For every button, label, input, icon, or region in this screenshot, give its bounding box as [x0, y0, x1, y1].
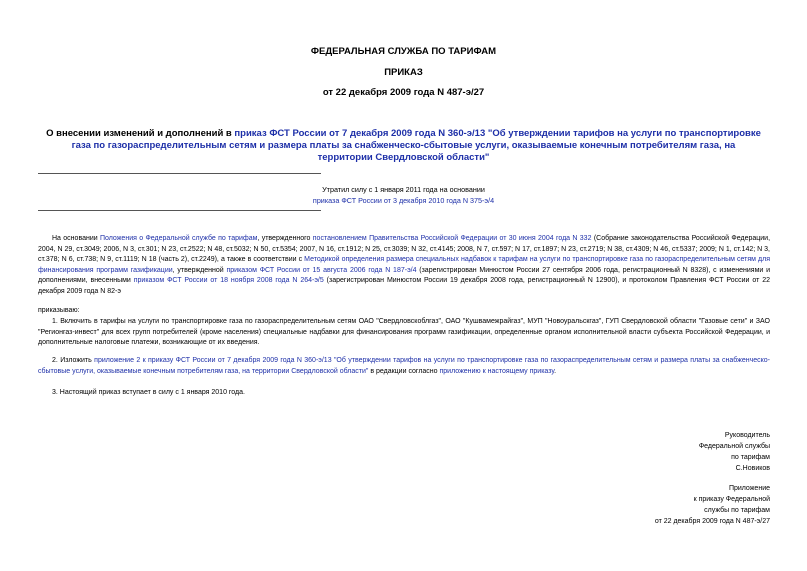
- item-3: [38, 388, 770, 399]
- preamble-text-5: (зарегистрирован Минюстом России 27 сентября 2006 года, регистрационный N 8328), с изменениями и дополнениями, внесенными: [38, 266, 770, 285]
- item-2-text-3: .: [554, 367, 557, 375]
- agency-heading: ФЕДЕРАЛЬНАЯ СЛУЖБА ПО ТАРИФАМ: [310, 46, 497, 57]
- item-1-text: 1. Включить в тарифы на услуги по транспортировке газа по газораспределительным сетям ОАО "Свердловскоблгаз", ОАО "Кушвамежрайгаз", МУП "Новоуральскгаз", ГУП Свердловской области "Газовые сети" и ЗАО "Регионгаз-инвест" для всех групп потребителей (кроме населения) специальные надбавки для финансирования программ газификации, определенные органом исполнительной власти субъекта Российской Федерации, и дополнительные налоговые платежи, возникающие от их введения.: [38, 318, 770, 347]
- validity-note-link[interactable]: приказа ФСТ России от 3 декабря 2010 года N 375-э/4: [312, 196, 495, 205]
- doc-type-heading: ПРИКАЗ: [384, 67, 423, 78]
- title-order-link[interactable]: приказ ФСТ России от 7 декабря 2009 года N 360-э/13 "Об утверждении тарифов на услуги по транспортировке газа по газораспределительным сетям и размера платы за снабженческо-сбытовые услуги, оказываемые конечным потребителям газа, на территории Свердловской области": [71, 128, 761, 163]
- preamble-text-4: , утвержденной: [172, 266, 227, 274]
- doc-date-heading: от 22 декабря 2009 года N 487-э/27: [322, 87, 485, 98]
- signature-name: С.Новиков: [735, 465, 770, 472]
- signature-line-2: Федеральной службы: [698, 443, 770, 450]
- preamble-text-2: , утвержденного: [257, 235, 313, 242]
- preamble-text-1: На основании: [52, 235, 100, 242]
- item-1: [38, 317, 770, 349]
- divider-top: [38, 173, 321, 174]
- preamble-text-3: (Собрание законодательства Российской Федерации, 2004, N 29, ст.3049; 2006, N 3, ст.301; N 23, ст.2522; N 48, ст.5032; N 50, ст.5354; 2007, N 16, ст.1912; N 25, ст.3039; N 32, ст.4145; 2008, N 7, ст.597; N 17, ст.1897; N 23, ст.2719; N 38, ст.4309; N 46, ст.5337; 2009; N 1, ст.142; N 3, ст.378; N 6, ст.738; N 9, ст.1119; N 18 (часть 2), ст.2249), а также в соответствии с: [38, 235, 771, 264]
- preamble-paragraph: [38, 234, 770, 298]
- appendix-link[interactable]: приложению к настоящему приказу: [439, 367, 555, 375]
- signature-line-1: Руководитель: [724, 432, 770, 439]
- appendix-line-2: к приказу Федеральной: [693, 496, 770, 503]
- appendix-line-1: Приложение: [728, 485, 770, 492]
- divider-bottom: [38, 210, 321, 211]
- appendix-2-link[interactable]: приложение 2 к приказу ФСТ России от 7 декабря 2009 года N 360-э/13 "Об утверждении тарифов на услуги по транспортировке газа по газораспределительным сетям и размера платы за снабженческо-сбытовые услуги, оказываемые конечным потребителям газа, на территории Свердловской области": [38, 357, 770, 375]
- appendix-line-3: службы по тарифам: [704, 507, 770, 514]
- order-264-link[interactable]: приказом ФСТ России от 18 ноября 2008 года N 264-э/5: [133, 277, 324, 285]
- document-title: [46, 128, 761, 164]
- preamble-text-6: (зарегистрирован Минюстом России 19 декабря 2008 года, регистрационный N 12900), и протоколом Правления ФСТ России от 22 декабря 2009 года N 82-э: [38, 277, 770, 295]
- government-decree-link[interactable]: постановлением Правительства Российской Федерации от 30 июня 2004 года N 332: [312, 235, 592, 242]
- item-3-text: 3. Настоящий приказ вступает в силу с 1 января 2010 года.: [52, 389, 245, 396]
- title-prefix: О внесении изменений и дополнений в: [46, 128, 235, 139]
- appendix-line-4: от 22 декабря 2009 года N 487-э/27: [654, 518, 770, 525]
- signature-line-3: по тарифам: [731, 454, 770, 461]
- order-word: приказываю:: [38, 307, 80, 314]
- regulation-link[interactable]: Положения о Федеральной службе по тарифам: [100, 235, 258, 242]
- item-2: [38, 356, 770, 377]
- signature-block: [699, 430, 770, 474]
- appendix-block: [655, 483, 770, 527]
- order-187-link[interactable]: приказом ФСТ России от 15 августа 2006 года N 187-э/4: [226, 266, 417, 274]
- validity-note-text: Утратил силу с 1 января 2011 года на основании: [322, 185, 485, 194]
- item-2-text-1: 2. Изложить: [52, 357, 95, 364]
- validity-note: [200, 184, 607, 206]
- methodology-link[interactable]: Методикой определения размера специальных надбавок к тарифам на услуги по транспортировке газа по газораспределительным сетям для финансирования программ газификации: [38, 256, 770, 274]
- item-2-text-2: в редакции согласно: [368, 367, 440, 375]
